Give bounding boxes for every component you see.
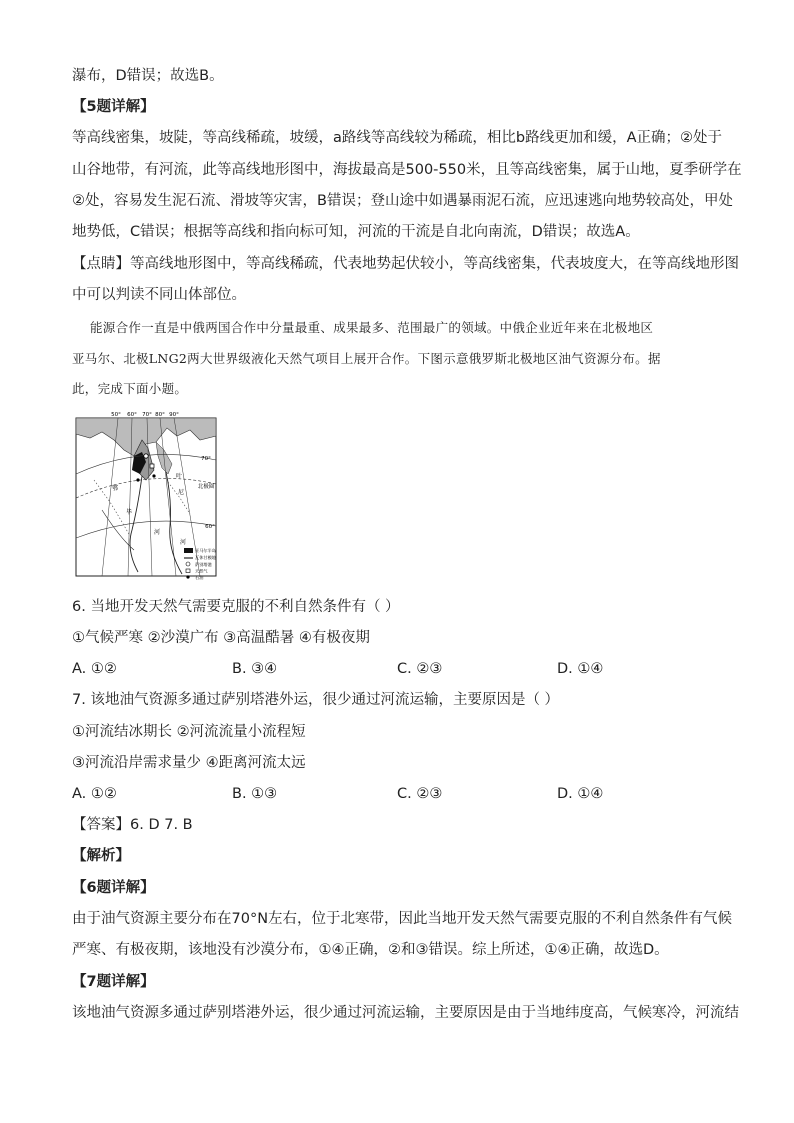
legend-label: 亚马尔半岛 [195, 548, 216, 553]
lon-label: 90° [169, 412, 179, 418]
place-label: 河 [180, 539, 187, 546]
place-label: 鄂 [112, 485, 119, 492]
passage-text: 能源合作一直是中俄两国合作中分量最重、成果最多、范围最广的领域。中俄企业近年来在北极地区 [90, 320, 654, 335]
question-7-statements: ①河流结冰期长 ②河流流量小流程短 [72, 724, 306, 740]
lon-label: 80° [155, 412, 165, 418]
legend-label: 石油 [195, 575, 204, 580]
question-6: 6. 当地开发天然气需要克服的不利自然条件有（ ） [72, 599, 400, 615]
section-heading: 【7题详解】 [72, 974, 155, 990]
q7-option-d: D. ①④ [557, 786, 604, 802]
text-line: 等高线密集，坡陡，等高线稀疏，坡缓，a路线等高线较为稀疏，相比b路线更加和缓，A正确；②处于 [72, 130, 723, 146]
place-label: 尼 [178, 489, 185, 496]
legend-label: 天然气 [195, 568, 208, 574]
text-line: 由于油气资源主要分布在70°N左右，位于北寒带，因此当地开发天然气需要克服的不利自然条件有气候 [72, 911, 733, 927]
lon-label: 70° [142, 412, 152, 418]
arctic-russia-oil-gas-map [72, 410, 222, 586]
q6-option-a: A. ①② [72, 661, 117, 677]
lat-label: 60° [205, 524, 215, 530]
passage-text: 此，完成下面小题。 [72, 381, 188, 396]
section-heading: 【6题详解】 [72, 880, 155, 896]
arctic-circle-label: 北极圈 [197, 484, 215, 490]
q6-option-b: B. ③④ [232, 661, 278, 677]
question-7-statements: ③河流沿岸需求量少 ④距离河流太远 [72, 755, 306, 771]
passage-text: 亚马尔、北极LNG2两大世界级液化天然气项目上展开合作。下图示意俄罗斯北极地区油气资源分布。据 [72, 351, 661, 366]
question-6-statements: ①气候严寒 ②沙漠广布 ③高温酷暑 ④有极夜期 [72, 630, 370, 646]
legend-label: 瓦休甘模地 [195, 555, 216, 560]
lon-label: 50° [111, 412, 121, 418]
text-line: 瀑布，D错误；故选B。 [72, 68, 224, 84]
lat-label: 70° [201, 456, 211, 462]
question-7: 7. 该地油气资源多通过萨别塔港外运，很少通过河流运输，主要原因是（ ） [72, 692, 560, 708]
lon-label: 60° [127, 412, 137, 418]
text-line: ②处，容易发生泥石流、滑坡等灾害，B错误；登山途中如遇暴雨泥石流，应迅速逃向地势较高处，甲处 [72, 193, 733, 209]
section-heading: 【5题详解】 [72, 99, 155, 115]
sabetta-port-marker [144, 454, 148, 458]
q7-option-b: B. ①③ [232, 786, 278, 802]
text-line: 严寒、有极夜期，该地没有沙漠分布，①④正确，②和③错误。综上所述，①④正确，故选D。 [72, 942, 669, 958]
legend-label: 萨别塔港 [195, 562, 212, 567]
q6-option-d: D. ①④ [557, 661, 604, 677]
answer-line: 【答案】6. D 7. B [72, 817, 193, 833]
q7-option-a: A. ①② [72, 786, 117, 802]
place-label: 河 [154, 529, 161, 536]
text-line: 山谷地带，有河流，此等高线地形图中，海拔最高是500-550米，且等高线密集，属于山地，夏季研学在 [72, 162, 742, 178]
text-line: 该地油气资源多通过萨别塔港外运，很少通过河流运输，主要原因是由于当地纬度高，气候寒冷，河流结 [72, 1005, 739, 1021]
tip-text: 中可以判读不同山体部位。 [72, 287, 246, 303]
analysis-heading: 【解析】 [72, 848, 130, 864]
place-label: 叶 [176, 473, 183, 480]
text-line: 地势低，C错误；根据等高线和指向标可知，河流的干流是自北向南流，D错误；故选A。 [72, 224, 640, 240]
place-label: 毕 [126, 509, 133, 516]
q6-option-c: C. ②③ [397, 661, 443, 677]
q7-option-c: C. ②③ [397, 786, 443, 802]
tip-text: 【点睛】等高线地形图中，等高线稀疏，代表地势起伏较小，等高线密集，代表坡度大，在等高线地形图 [72, 256, 739, 272]
